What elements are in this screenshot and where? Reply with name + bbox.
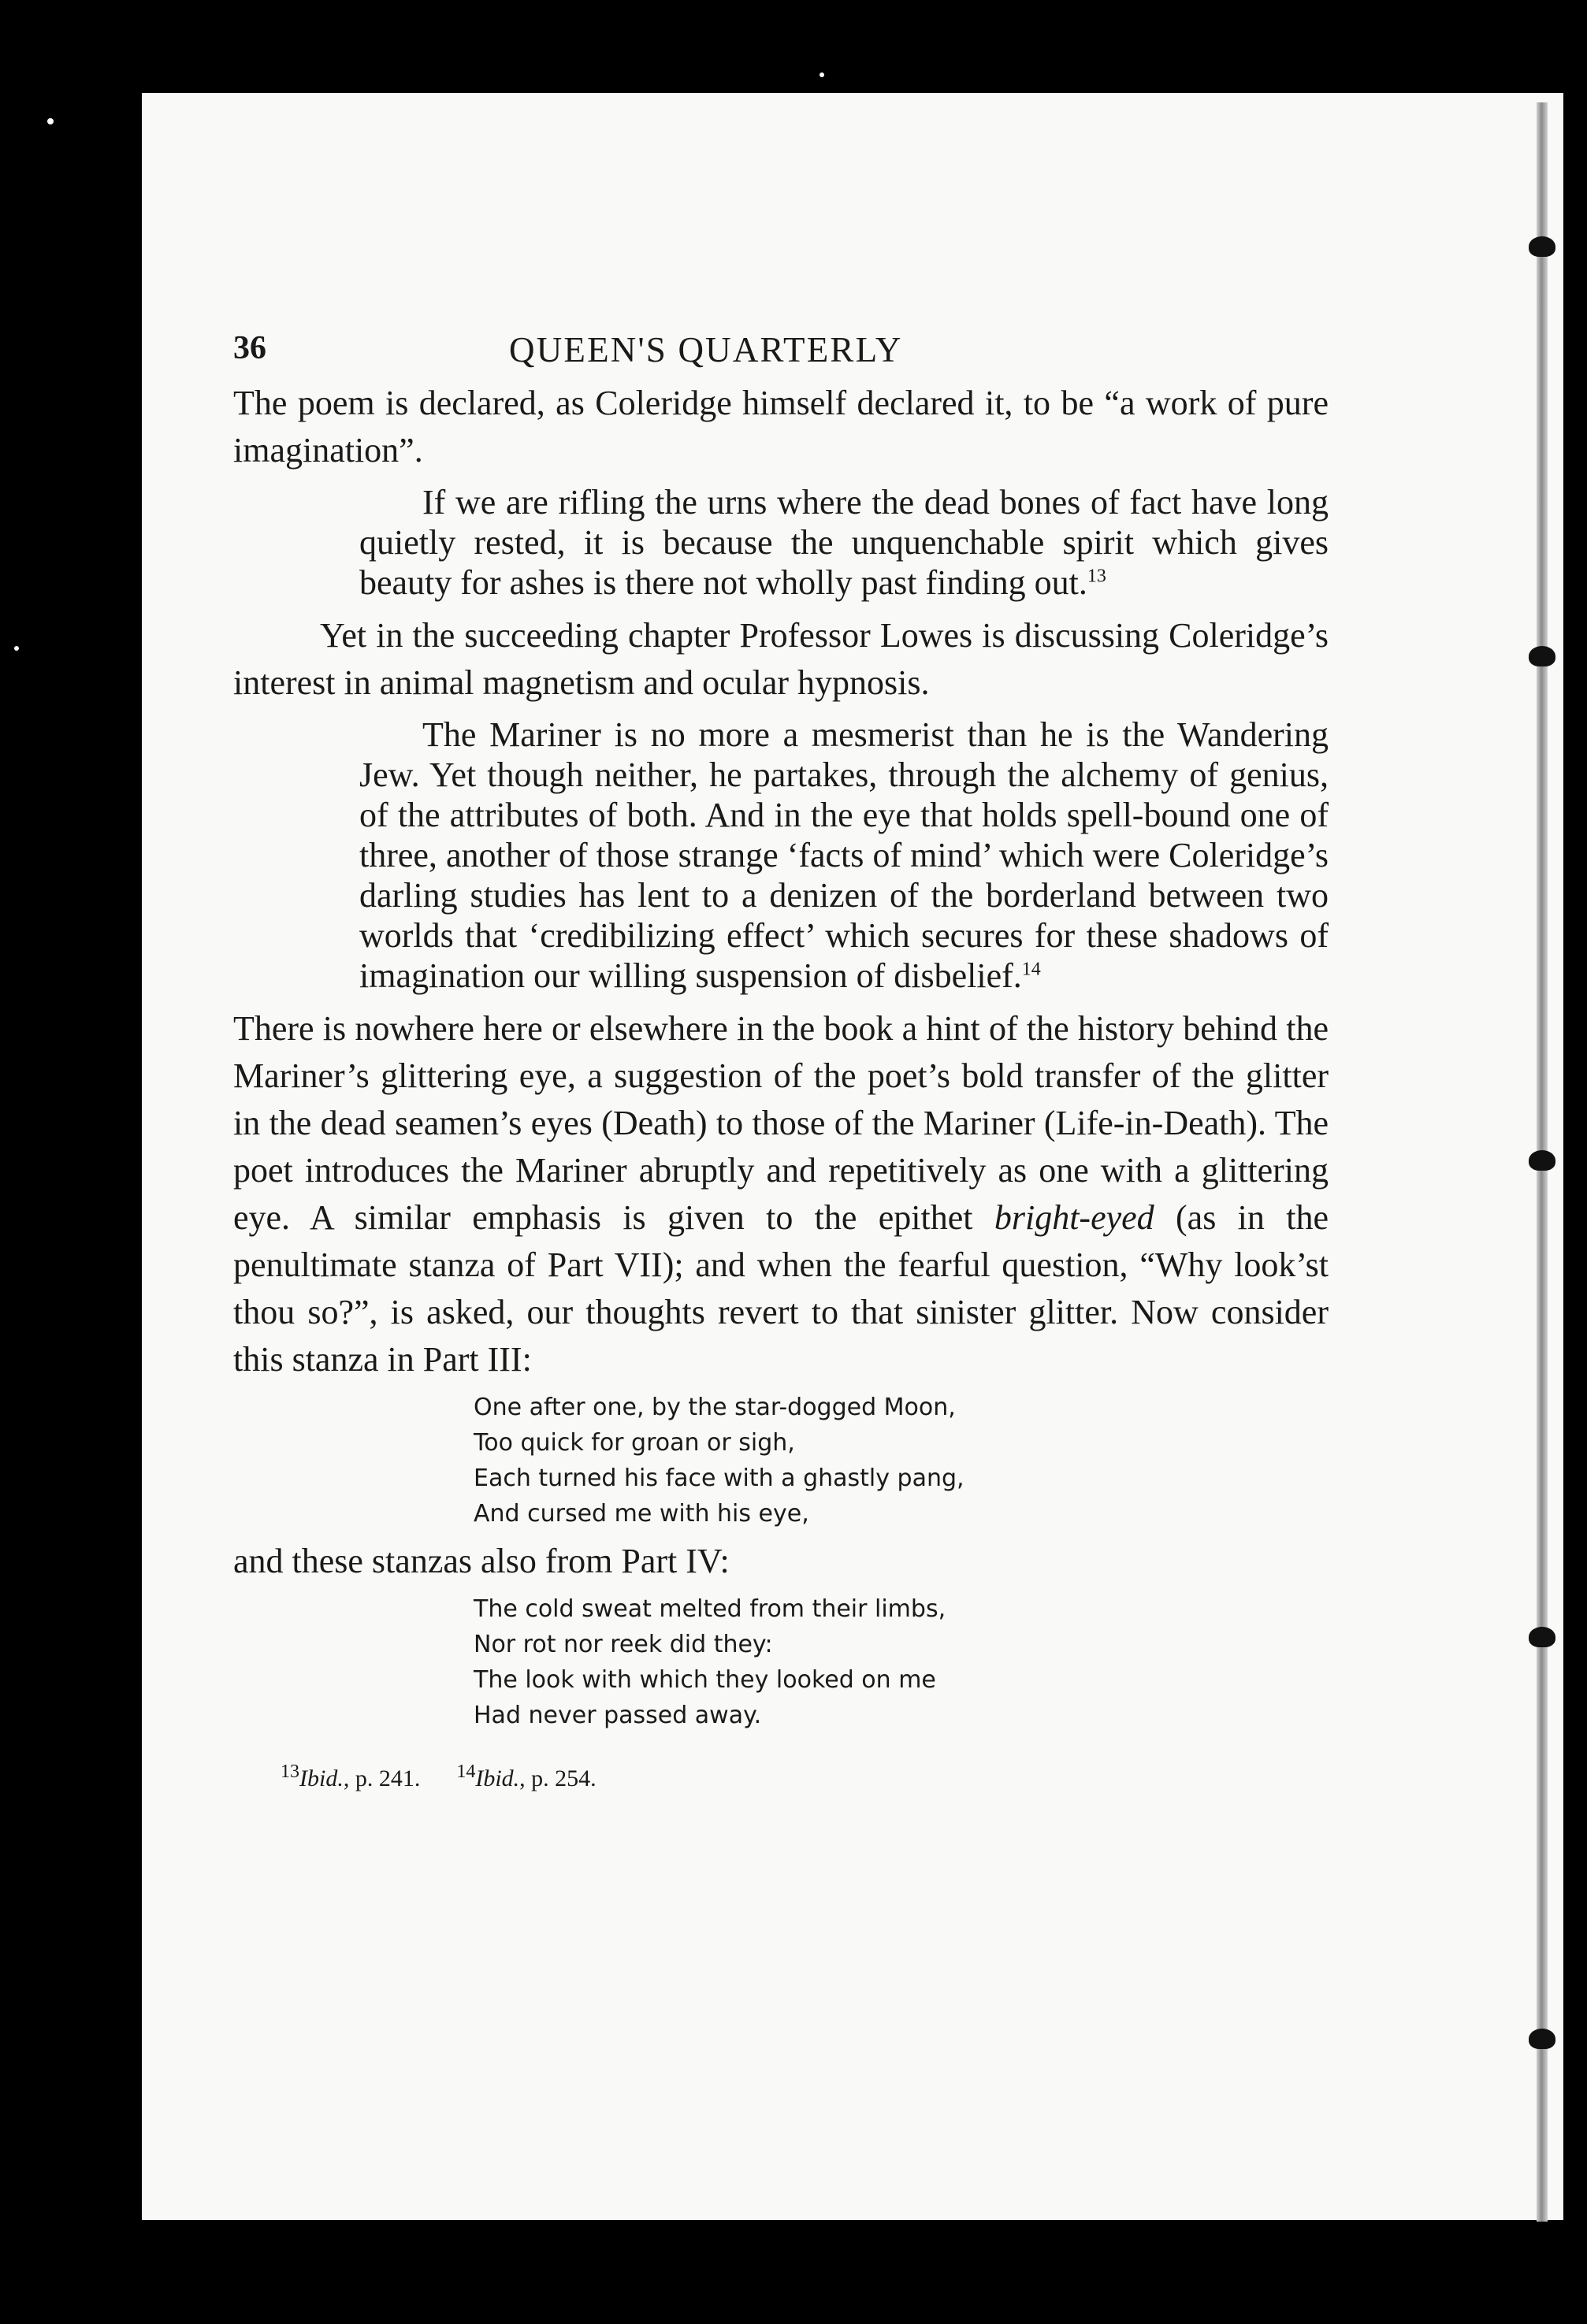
paragraph-text: There is nowhere here or elsewhere in the book a hint of the history behind the Mariner’s glittering eye, a suggestion of the poet’s bold transfer of the glitter in the dead seamen’s eyes (Death) to those of the Mariner (Life-in-Death). The poet introduces the Mariner abruptly and repetitively as one with a glittering eye. A similar emphasis is given to the epithet (233, 1009, 1329, 1237)
verse-line: The cold sweat melted from their limbs, (474, 1595, 946, 1623)
binding-stitch (1529, 1150, 1555, 1171)
footnote-number: 14 (456, 1762, 476, 1782)
footnote-page: , p. 241. (343, 1765, 421, 1791)
paragraph: The poem is declared, as Coleridge himself declared it, to be “a work of pure imagination”. (233, 384, 1329, 470)
journal-title: QUEEN'S QUARTERLY (509, 330, 903, 369)
verse-line: And cursed me with his eye, (474, 1500, 809, 1528)
footnote-page: , p. 254. (519, 1765, 597, 1791)
running-head (233, 323, 1329, 380)
footnote-ref: Ibid. (475, 1765, 520, 1791)
binding-stitch (1529, 2029, 1555, 2049)
page-number: 36 (233, 330, 266, 366)
paragraph: Yet in the succeeding chapter Professor Lowes is discussing Coleridge’s interest in animal magnetism and ocular hypnosis. (233, 616, 1329, 702)
quote-text: If we are rifling the urns where the dead bones of fact have long quietly rested, it is because the unquenchable spirit which gives beauty for ashes is there not wholly past finding out. (359, 483, 1329, 602)
block-quote (359, 715, 1329, 996)
footnotes (281, 1763, 1329, 1795)
footnote-marker: 14 (1021, 959, 1041, 980)
footnote-number: 13 (281, 1762, 299, 1782)
scan-speck (14, 646, 19, 651)
verse-line: The look with which they looked on me (474, 1666, 936, 1694)
verse-line: Had never passed away. (474, 1702, 762, 1729)
binding-stitch (1529, 236, 1555, 257)
paragraph-text: (as in the penultimate stanza of Part VII); and when the fearful question, “Why look’st thou so?”, is asked, our thoughts revert to that sinister glitter. Now consider this stanza in Part III: (233, 1198, 1329, 1379)
scan-speck (47, 118, 54, 124)
verse-stanza (474, 1591, 1329, 1733)
footnote-ref: Ibid. (299, 1765, 344, 1791)
verse-stanza (474, 1390, 1329, 1531)
binding-stitch (1529, 1627, 1555, 1647)
italic-epithet: bright-eyed (994, 1198, 1154, 1237)
verse-line: Too quick for groan or sigh, (474, 1429, 795, 1457)
page-content (233, 323, 1329, 1795)
binding-stitch (1529, 646, 1555, 666)
block-quote (359, 482, 1329, 603)
footnote-marker: 13 (1087, 566, 1106, 587)
verse-line: Each turned his face with a ghastly pang, (474, 1465, 964, 1492)
paragraph: and these stanzas also from Part IV: (233, 1542, 730, 1580)
paragraph (233, 1005, 1329, 1383)
scan-speck (820, 72, 824, 77)
verse-line: One after one, by the star-dogged Moon, (474, 1394, 956, 1421)
verse-line: Nor rot nor reek did they: (474, 1631, 773, 1658)
quote-text: The Mariner is no more a mesmerist than he is the Wandering Jew. Yet though neither, he partakes, through the alchemy of genius, of the attributes of both. And in the eye that holds spell-bound one of three, another of those strange ‘facts of mind’ which were Coleridge’s darling studies has lent to a denizen of the borderland between two worlds that ‘credibilizing effect’ which secures for these shadows of imagination our willing suspension of disbelief. (359, 715, 1329, 995)
